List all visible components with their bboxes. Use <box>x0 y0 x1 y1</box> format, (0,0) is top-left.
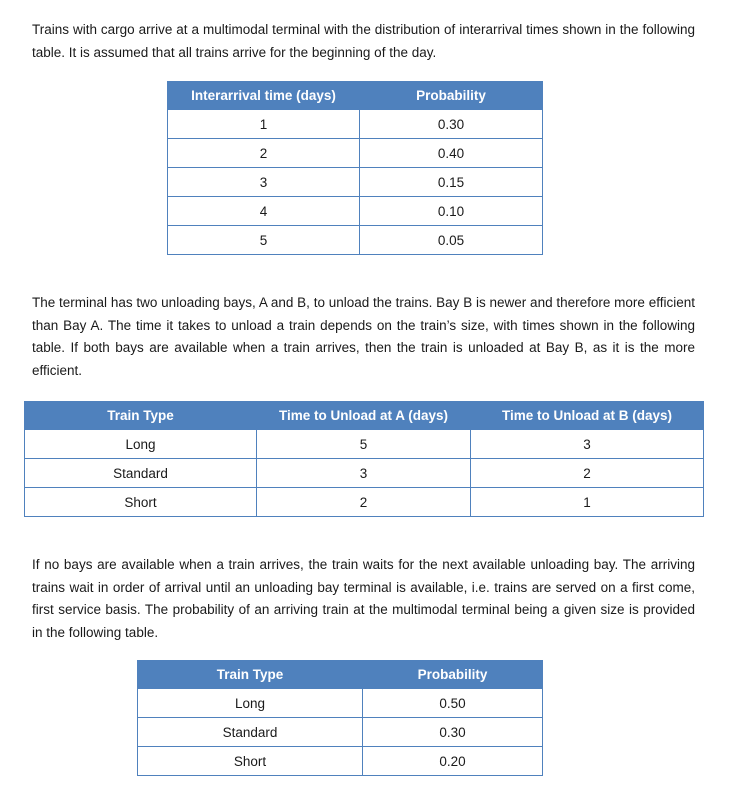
table-header-row <box>25 402 704 430</box>
table-cell: 0.10 <box>360 197 543 226</box>
table-row <box>138 689 543 718</box>
table-cell: Standard <box>138 718 363 747</box>
table-header-row <box>138 661 543 689</box>
table-row <box>25 430 704 459</box>
table-cell: 0.30 <box>363 718 543 747</box>
table-row <box>168 197 543 226</box>
table-row <box>138 718 543 747</box>
table-cell: 0.30 <box>360 110 543 139</box>
header-unload-a: Time to Unload at A (days) <box>257 402 471 430</box>
bays-paragraph: The terminal has two unloading bays, A and B, to unload the trains. Bay B is newer and therefore more efficient than Bay A. The time it takes to unload a train depends on the train’s size, with times shown in the following table. If both bays are available when a train arrives, then the train is unloaded at Bay B, as it is the more efficient. <box>32 295 695 378</box>
table-cell: 5 <box>168 226 360 255</box>
table-cell: Long <box>25 430 257 459</box>
header-train-type: Train Type <box>138 661 363 689</box>
train-type-probability-table <box>137 660 543 776</box>
table-cell: Short <box>138 747 363 776</box>
header-interarrival-time: Interarrival time (days) <box>168 82 360 110</box>
table-row <box>25 488 704 517</box>
table-cell: 2 <box>168 139 360 168</box>
table-row <box>138 747 543 776</box>
table-row <box>168 226 543 255</box>
table-header-row <box>168 82 543 110</box>
interarrival-table <box>167 81 543 255</box>
table-cell: 2 <box>471 459 704 488</box>
table-cell: 0.50 <box>363 689 543 718</box>
table-cell: 0.15 <box>360 168 543 197</box>
table-row <box>168 139 543 168</box>
header-probability: Probability <box>360 82 543 110</box>
header-train-type: Train Type <box>25 402 257 430</box>
table-cell: 4 <box>168 197 360 226</box>
table-cell: 0.05 <box>360 226 543 255</box>
queue-paragraph: If no bays are available when a train arrives, the train waits for the next available unloading bay. The arriving trains wait in order of arrival until an unloading bay terminal is available, i.e. trains are served on a first come, first service basis. The probability of an arriving train at the multimodal terminal being a given size is provided in the following table. <box>32 557 695 640</box>
table-cell: 3 <box>168 168 360 197</box>
header-unload-b: Time to Unload at B (days) <box>471 402 704 430</box>
table-cell: 1 <box>168 110 360 139</box>
table-cell: 0.20 <box>363 747 543 776</box>
table-cell: Long <box>138 689 363 718</box>
table-cell: 3 <box>257 459 471 488</box>
table-cell: Standard <box>25 459 257 488</box>
table-row <box>168 110 543 139</box>
table-cell: Short <box>25 488 257 517</box>
table-cell: 5 <box>257 430 471 459</box>
table-cell: 0.40 <box>360 139 543 168</box>
intro-paragraph: Trains with cargo arrive at a multimodal terminal with the distribution of interarrival times shown in the following table. It is assumed that all trains arrive for the beginning of the day. <box>32 22 695 60</box>
table-row <box>25 459 704 488</box>
table-cell: 3 <box>471 430 704 459</box>
table-cell: 2 <box>257 488 471 517</box>
table-cell: 1 <box>471 488 704 517</box>
table-row <box>168 168 543 197</box>
unload-time-table <box>24 401 704 517</box>
header-probability: Probability <box>363 661 543 689</box>
